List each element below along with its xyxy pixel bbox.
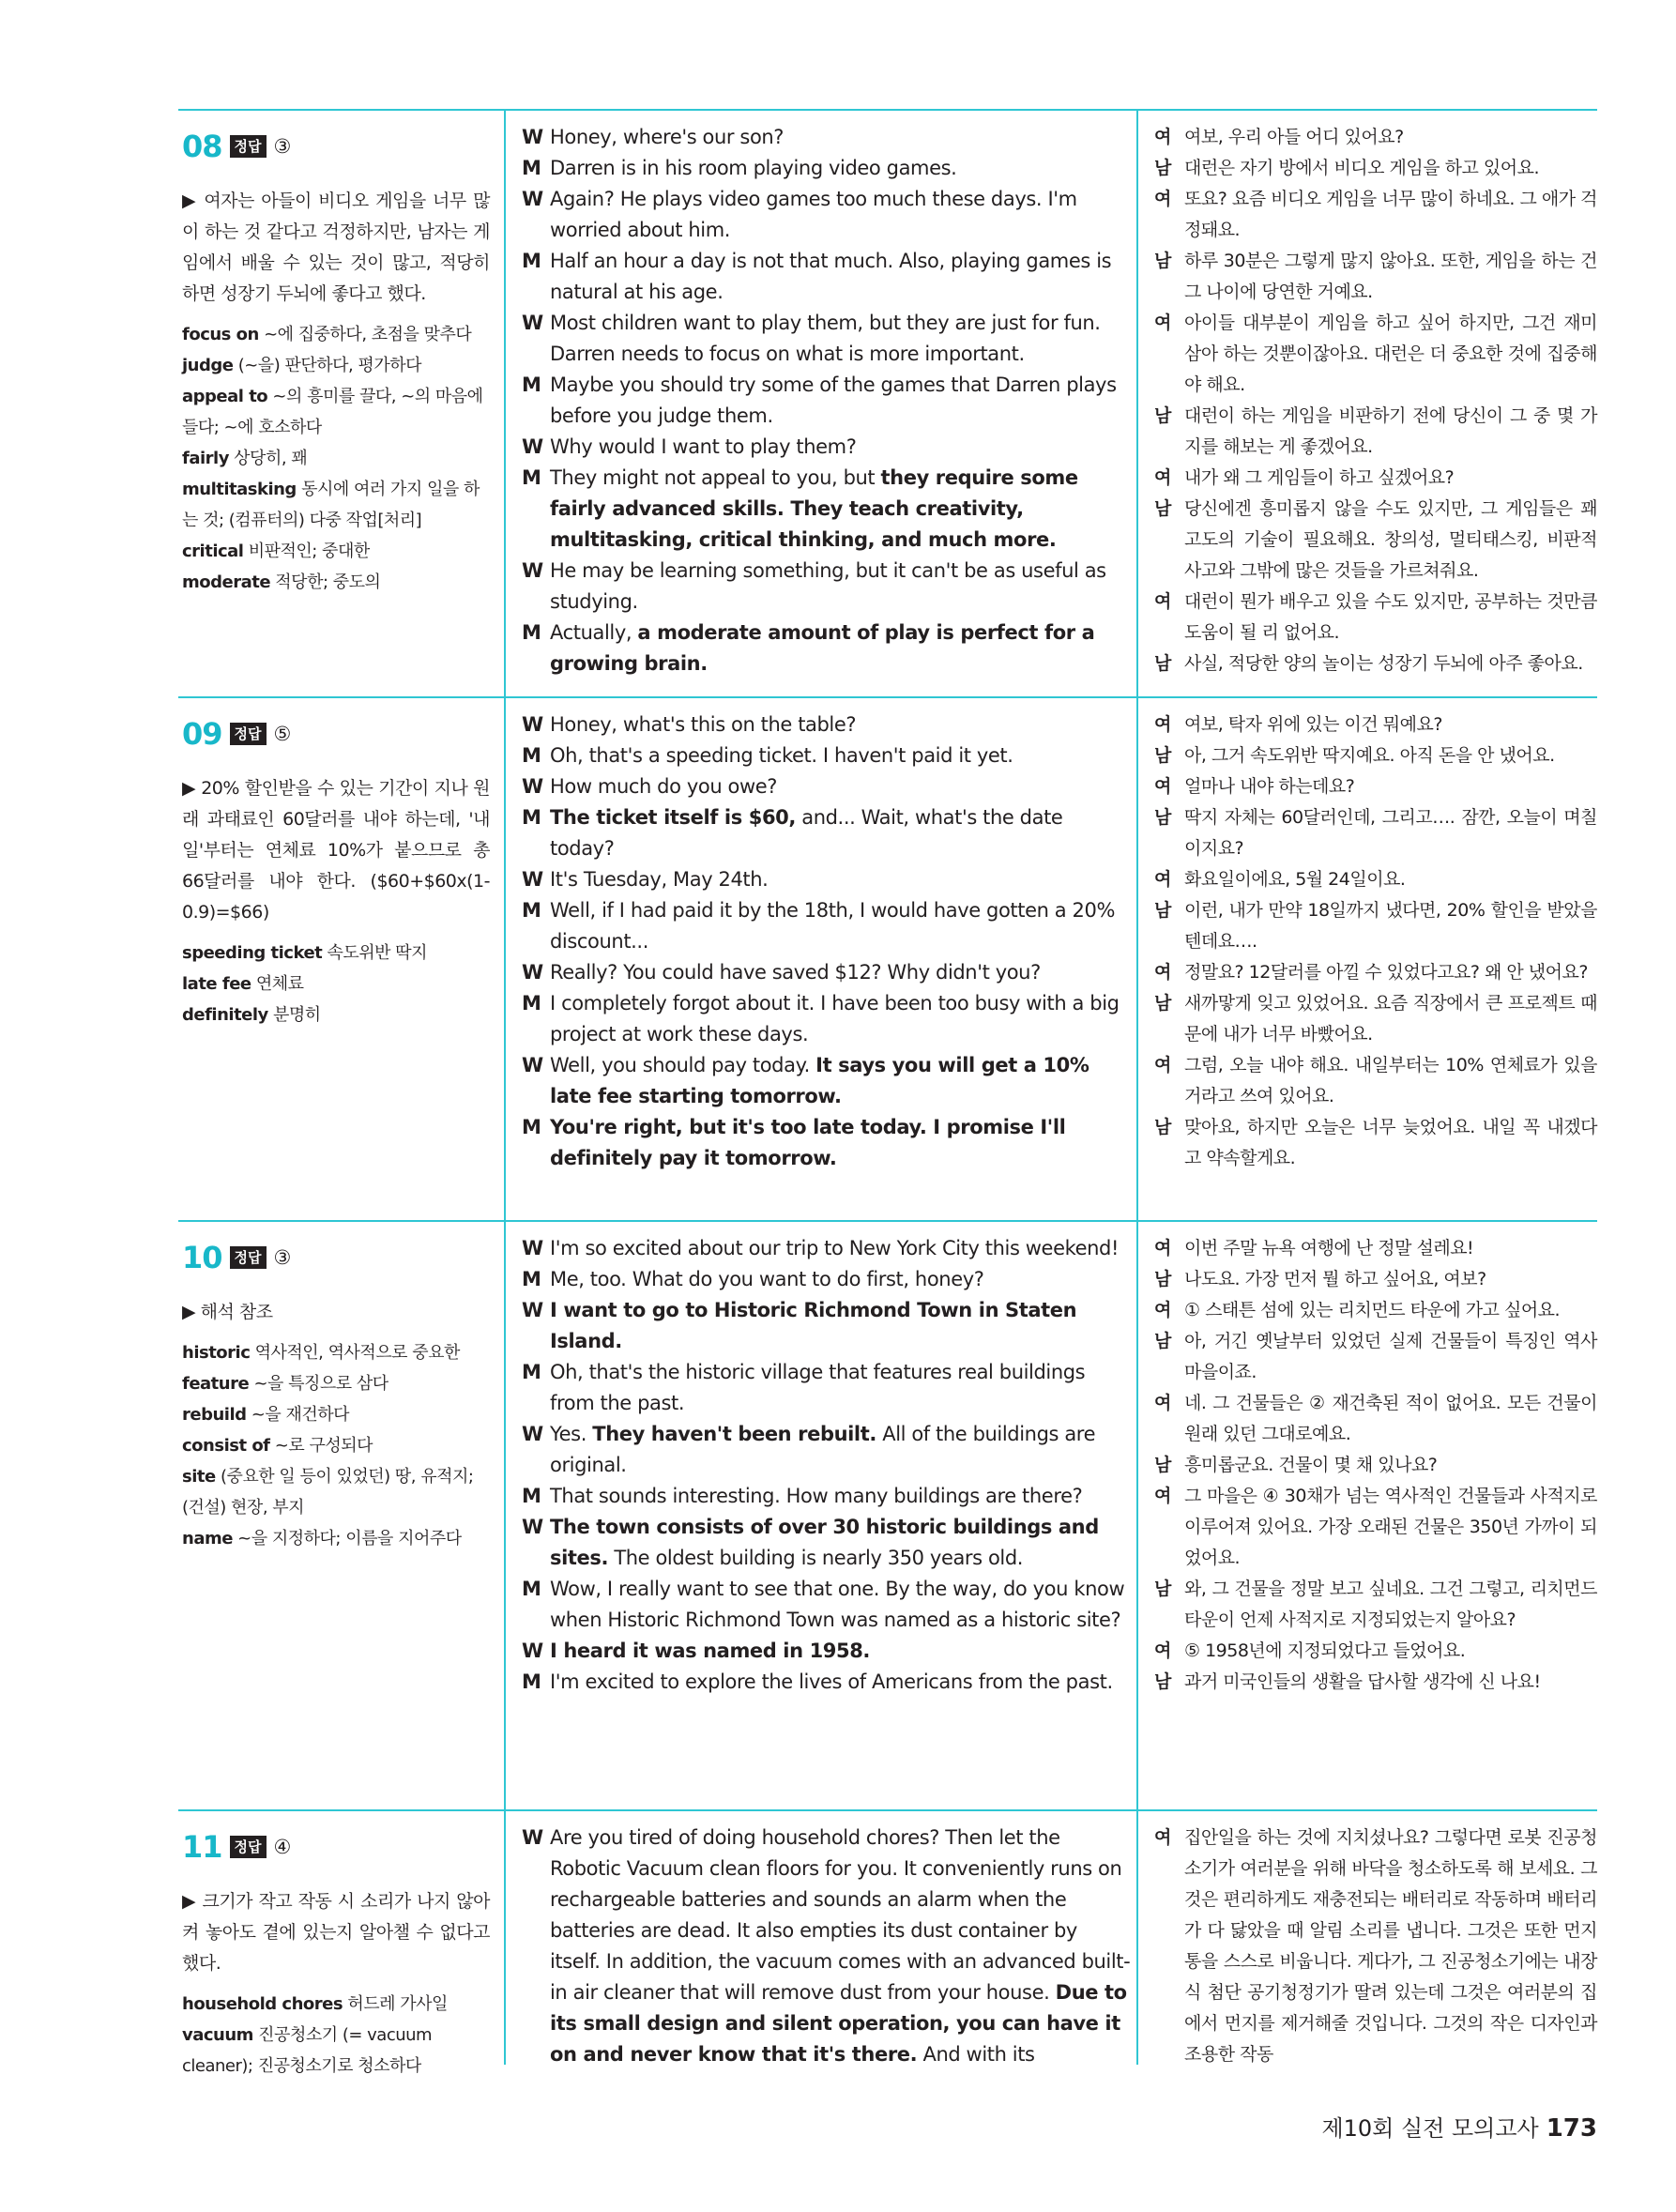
vocab-term: consist of xyxy=(182,1436,270,1456)
translation-text: 여보, 탁자 위에 있는 이건 뭐예요? xyxy=(1184,714,1442,735)
speaker-label: 남 xyxy=(1154,1579,1171,1599)
line-text: Are you tired of doing household chores? Then let the Robotic Vacuum clean floors for you. It conveniently runs on rechargeable batteries and sounds an alarm when the batteries are dead. It also empties its dust container by itself. In addition, the vacuum comes with an advanced built-in air cleaner that will remove dust from your house. xyxy=(550,1826,1131,2004)
translation-line xyxy=(1154,1574,1597,1636)
question-08 xyxy=(178,116,1597,691)
line-text-bold: You're right, but it's too late today. I promise I'll definitely pay it tomorrow. xyxy=(550,1116,1066,1169)
page-footer xyxy=(1321,2110,1597,2143)
speaker-label: 여 xyxy=(1154,313,1171,333)
answer-label: 정답 xyxy=(230,135,267,158)
script-line xyxy=(522,988,1132,1050)
translation-line xyxy=(1154,988,1597,1050)
translation-line xyxy=(1154,740,1597,771)
vocab-item xyxy=(182,350,490,381)
speaker-label: M xyxy=(522,806,541,829)
script-line xyxy=(522,1050,1132,1112)
vocab-term: definitely xyxy=(182,1005,268,1025)
speaker-label: 여 xyxy=(1154,467,1171,488)
vocab-definition: 연체료 xyxy=(255,974,304,994)
korean-translation xyxy=(1154,709,1597,1174)
question-header xyxy=(182,711,490,756)
translation-text: 또요? 요즘 비디오 게임을 너무 많이 하네요. 그 애가 걱정돼요. xyxy=(1184,189,1597,240)
korean-translation xyxy=(1154,1233,1597,1698)
translation-line xyxy=(1154,122,1597,153)
script-line xyxy=(522,1295,1132,1357)
question-header xyxy=(182,124,490,169)
answer-choice: ⑤ xyxy=(273,723,292,745)
speaker-label: 남 xyxy=(1154,498,1171,519)
translation-text: 딱지 자체는 60달러인데, 그리고…. 잠깐, 오늘이 며칠이지요? xyxy=(1184,807,1597,859)
footer-title: 제10회 실전 모의고사 xyxy=(1321,2115,1539,2142)
vocab-definition: 비판적인; 중대한 xyxy=(248,542,370,561)
line-text: It's Tuesday, May 24th. xyxy=(550,868,769,891)
vocab-term: appeal to xyxy=(182,387,268,406)
line-text-bold: The ticket itself is $60, xyxy=(550,806,796,829)
english-script xyxy=(522,1233,1132,1698)
line-text: Oh, that's the historic village that features real buildings from the past. xyxy=(550,1361,1086,1414)
line-text: Wow, I really want to see that one. By the way, do you know when Historic Richmond Town was named as a historic site? xyxy=(550,1578,1125,1631)
script-line xyxy=(522,308,1132,370)
speaker-label: 여 xyxy=(1154,962,1171,983)
speaker-label: 남 xyxy=(1154,405,1171,426)
translation-text: 아이들 대부분이 게임을 하고 싶어 하지만, 그건 재미 삼아 하는 것뿐이잖아요. 대런은 더 중요한 것에 집중해야 해요. xyxy=(1184,313,1597,395)
speaker-label: 여 xyxy=(1154,189,1171,209)
question-10 xyxy=(178,1228,1597,1804)
answer-label: 정답 xyxy=(230,1836,267,1858)
translation-text: 새까맣게 잊고 있었어요. 요즘 직장에서 큰 프로젝트 때문에 내가 너무 바빴어요. xyxy=(1184,993,1597,1045)
line-text-bold: The town consists of over 30 historic buildings and sites. xyxy=(550,1516,1099,1569)
translation-text: 네. 그 건물들은 ② 재건축된 적이 없어요. 모든 건물이 원래 있던 그대로예요. xyxy=(1184,1393,1597,1444)
korean-translation xyxy=(1154,122,1597,679)
speaker-label: 남 xyxy=(1154,900,1171,921)
translation-text: ① 스태튼 섬에 있는 리치먼드 타운에 가고 싶어요. xyxy=(1184,1300,1561,1320)
translation-line xyxy=(1154,246,1597,308)
line-text: Well, if I had paid it by the 18th, I would have gotten a 20% discount... xyxy=(550,899,1116,953)
speaker-label: M xyxy=(522,621,541,644)
line-text-bold: They haven't been rebuilt. xyxy=(592,1423,876,1445)
script-line xyxy=(522,153,1132,184)
translation-line xyxy=(1154,153,1597,184)
vocab-term: rebuild xyxy=(182,1405,247,1425)
line-text: Half an hour a day is not that much. Also, playing games is natural at his age. xyxy=(550,250,1112,303)
speaker-label: M xyxy=(522,466,541,489)
translation-line xyxy=(1154,1264,1597,1295)
explanation-text: ▶ 여자는 아들이 비디오 게임을 너무 많이 하는 것 같다고 걱정하지만, 남자는 게임에서 배울 수 있는 것이 많고, 적당히 하면 성장기 두뇌에 좋다고 했다. xyxy=(182,191,490,304)
speaker-label: M xyxy=(522,1578,541,1600)
speaker-label: 여 xyxy=(1154,1393,1171,1413)
vocab-term: household chores xyxy=(182,1994,343,2014)
vocab-item xyxy=(182,938,490,969)
question-number: 11 xyxy=(182,1829,222,1865)
line-text: He may be learning something, but it can't be as useful as studying. xyxy=(550,559,1106,613)
line-text: and... Wait, what's the date today? xyxy=(550,806,1063,860)
line-text: I'm so excited about our trip to New York City this weekend! xyxy=(550,1237,1119,1259)
vocab-item xyxy=(182,1368,490,1399)
vocab-item xyxy=(182,567,490,598)
translation-text: 이번 주말 뉴욕 여행에 난 정말 설레요! xyxy=(1184,1238,1474,1259)
line-text-bold: It says you will get a 10% late fee starting tomorrow. xyxy=(550,1054,1089,1107)
script-line xyxy=(522,1264,1132,1295)
translation-text: 사실, 적당한 양의 놀이는 성장기 두뇌에 아주 좋아요. xyxy=(1184,653,1583,674)
translation-line xyxy=(1154,463,1597,494)
explanation-text: ▶ 20% 할인받을 수 있는 기간이 지나 원래 과태료인 60달러를 내야 하는데, '내일'부터는 연체료 10%가 붙으므로 총 66달러를 내야 한다. ($60+$60x(1-0.9)=$66) xyxy=(182,778,490,923)
script-line xyxy=(522,432,1132,463)
script-line xyxy=(522,122,1132,153)
vocab-term: speeding ticket xyxy=(182,943,323,963)
translation-line xyxy=(1154,895,1597,957)
line-text: Me, too. What do you want to do first, honey? xyxy=(550,1268,984,1290)
translation-line xyxy=(1154,494,1597,587)
vocab-definition: 적당한; 중도의 xyxy=(275,572,381,592)
speaker-label: 여 xyxy=(1154,1827,1171,1848)
script-line xyxy=(522,802,1132,864)
question-11 xyxy=(178,1817,1597,2076)
script-line xyxy=(522,1574,1132,1636)
line-text: How much do you owe? xyxy=(550,775,777,798)
vocab-definition: 허드레 가사일 xyxy=(347,1994,448,2014)
translation-line xyxy=(1154,957,1597,988)
line-text: Honey, what's this on the table? xyxy=(550,713,857,736)
translation-line xyxy=(1154,1450,1597,1481)
script-line xyxy=(522,246,1132,308)
speaker-label: M xyxy=(522,1361,541,1383)
speaker-label: 여 xyxy=(1154,776,1171,797)
translation-text: 하루 30분은 그렇게 많지 않아요. 또한, 게임을 하는 건 그 나이에 당연한 거예요. xyxy=(1184,251,1597,302)
speaker-label: W xyxy=(522,775,543,798)
translation-line xyxy=(1154,864,1597,895)
vocab-term: late fee xyxy=(182,974,251,994)
script-line xyxy=(522,1112,1132,1174)
vocab-item xyxy=(182,999,490,1030)
translation-text: 집안일을 하는 것에 지치셨나요? 그렇다면 로봇 진공청소기가 여러분을 위해 바닥을 청소하도록 해 보세요. 그것은 편리하게도 재충전되는 배터리로 작동하며 배터리가 다 닳았을 때 알림 소리를 냅니다. 그것은 또한 먼지 통을 스스로 비웁니다. 게다가, 그 진공청소기에는 내장 식 첨단 공기청정기가 딸려 있는데 그것은 여러분의 집에서 먼지를 제거해줄 것입니다. 그것의 작은 디자인과 조용한 작동 xyxy=(1184,1827,1597,2065)
speaker-label: M xyxy=(522,374,541,396)
translation-text: 대런이 뭔가 배우고 있을 수도 있지만, 공부하는 것만큼 도움이 될 리 없어요. xyxy=(1184,591,1597,643)
speaker-label: 여 xyxy=(1154,1300,1171,1320)
speaker-label: 여 xyxy=(1154,1640,1171,1661)
vocab-item xyxy=(182,1337,490,1368)
vocab-item xyxy=(182,1523,490,1554)
explanation-column xyxy=(182,1228,490,1554)
script-line xyxy=(522,618,1132,679)
translation-text: 흥미롭군요. 건물이 몇 채 있나요? xyxy=(1184,1455,1438,1475)
divider-top xyxy=(178,109,1597,111)
english-script xyxy=(522,122,1132,679)
script-line xyxy=(522,1481,1132,1512)
translation-text: 그 마을은 ④ 30채가 넘는 역사적인 건물들과 사적지로 이루어져 있어요. 가장 오래된 건물은 350년 가까이 되었어요. xyxy=(1184,1486,1597,1568)
line-text: The oldest building is nearly 350 years old. xyxy=(608,1547,1024,1569)
explanation-text: ▶ 크기가 작고 작동 시 소리가 나지 않아 켜 놓아도 곁에 있는지 알아챌 수 없다고 했다. xyxy=(182,1891,490,1974)
line-text: Maybe you should try some of the games that Darren plays before you judge them. xyxy=(550,374,1117,427)
vocab-definition: 속도위반 딱지 xyxy=(327,943,428,963)
vocab-item xyxy=(182,381,490,443)
vocab-item xyxy=(182,1989,490,2020)
english-script xyxy=(522,709,1132,1174)
speaker-label: 남 xyxy=(1154,1331,1171,1351)
script-line xyxy=(522,740,1132,771)
speaker-label: W xyxy=(522,126,543,148)
question-header xyxy=(182,1824,490,1869)
translation-line xyxy=(1154,709,1597,740)
translation-text: 얼마나 내야 하는데요? xyxy=(1184,776,1355,797)
question-number: 09 xyxy=(182,716,222,752)
script-line xyxy=(522,771,1132,802)
vocab-term: feature xyxy=(182,1374,250,1394)
translation-line xyxy=(1154,587,1597,648)
translation-text: 대런이 하는 게임을 비판하기 전에 당신이 그 중 몇 가지를 해보는 게 좋겠어요. xyxy=(1184,405,1597,457)
translation-line xyxy=(1154,1388,1597,1450)
translation-text: 과거 미국인들의 생활을 답사할 생각에 신 나요! xyxy=(1184,1671,1541,1692)
speaker-label: M xyxy=(522,1485,541,1507)
line-text: Actually, xyxy=(550,621,638,644)
speaker-label: 여 xyxy=(1154,1486,1171,1506)
translation-text: 화요일이에요, 5월 24일이요. xyxy=(1184,869,1406,890)
answer-choice: ④ xyxy=(273,1836,292,1858)
script-line xyxy=(522,370,1132,432)
speaker-label: W xyxy=(522,188,543,210)
script-line xyxy=(522,957,1132,988)
script-line xyxy=(522,1512,1132,1574)
speaker-label: M xyxy=(522,1268,541,1290)
speaker-label: M xyxy=(522,157,541,179)
speaker-label: 여 xyxy=(1154,127,1171,147)
speaker-label: 여 xyxy=(1154,591,1171,612)
line-text: Really? You could have saved $12? Why didn't you? xyxy=(550,961,1041,984)
vocab-item xyxy=(182,474,490,536)
translation-text: 맞아요, 하지만 오늘은 너무 늦었어요. 내일 꼭 내겠다고 약속할게요. xyxy=(1184,1117,1597,1168)
speaker-label: M xyxy=(522,992,541,1014)
vocab-definition: 진공청소기 (= vacuum cleaner); 진공청소기로 청소하다 xyxy=(182,2025,433,2076)
explanation-column xyxy=(182,704,490,1030)
korean-translation xyxy=(1154,1823,1597,2070)
vocab-item xyxy=(182,443,490,474)
line-text: I'm excited to explore the lives of Americans from the past. xyxy=(550,1670,1113,1693)
line-text: Most children want to play them, but they are just for fun. Darren needs to focus on what is more important. xyxy=(550,312,1101,365)
english-script xyxy=(522,1823,1132,2070)
divider-09-10 xyxy=(178,1220,1597,1222)
speaker-label: 남 xyxy=(1154,1117,1171,1137)
line-text: Yes. xyxy=(550,1423,593,1445)
translation-text: 정말요? 12달러를 아낄 수 있었다고요? 왜 안 냈어요? xyxy=(1184,962,1588,983)
script-line xyxy=(522,463,1132,556)
translation-text: 아, 그거 속도위반 딱지예요. 아직 돈을 안 냈어요. xyxy=(1184,745,1555,766)
translation-text: 대런은 자기 방에서 비디오 게임을 하고 있어요. xyxy=(1184,158,1540,178)
vocab-item xyxy=(182,1399,490,1430)
vocab-term: fairly xyxy=(182,449,229,468)
speaker-label: M xyxy=(522,250,541,272)
script-line xyxy=(522,1357,1132,1419)
line-text: I completely forgot about it. I have been too busy with a big project at work these days. xyxy=(550,992,1120,1045)
vocab-term: focus on xyxy=(182,325,259,344)
translation-text: 와, 그 건물을 정말 보고 싶네요. 그건 그렇고, 리치먼드 타운이 언제 사적지로 지정되었는지 알아요? xyxy=(1184,1579,1597,1630)
speaker-label: M xyxy=(522,1116,541,1138)
question-header xyxy=(182,1235,490,1280)
speaker-label: W xyxy=(522,1299,543,1321)
speaker-label: 남 xyxy=(1154,653,1171,674)
speaker-label: 여 xyxy=(1154,714,1171,735)
translation-text: 그럼, 오늘 내야 해요. 내일부터는 10% 연체료가 있을 거라고 쓰여 있어요. xyxy=(1184,1055,1597,1106)
script-line xyxy=(522,1419,1132,1481)
vocab-definition: (중요한 일 등이 있었던) 땅, 유적지; (건설) 현장, 부지 xyxy=(182,1467,474,1518)
speaker-label: 남 xyxy=(1154,1671,1171,1692)
explanation-column xyxy=(182,116,490,598)
translation-line xyxy=(1154,771,1597,802)
script-line xyxy=(522,1233,1132,1264)
script-line xyxy=(522,895,1132,957)
vocab-term: historic xyxy=(182,1343,251,1363)
speaker-label: 여 xyxy=(1154,869,1171,890)
vocab-definition: ~을 특징으로 삼다 xyxy=(253,1374,389,1394)
line-text-bold: Due to its small design and silent operation, you can have it on and never know that it's there. xyxy=(550,1981,1127,2066)
translation-text: 내가 왜 그 게임들이 하고 싶겠어요? xyxy=(1184,467,1455,488)
speaker-label: W xyxy=(522,435,543,458)
vocab-definition: ~을 지정하다; 이름을 지어주다 xyxy=(237,1529,462,1548)
vocab-definition: 동시에 여러 가지 일을 하는 것; (컴퓨터의) 다중 작업[처리] xyxy=(182,480,480,530)
script-line xyxy=(522,709,1132,740)
speaker-label: W xyxy=(522,1640,543,1662)
line-text: Oh, that's a speeding ticket. I haven't paid it yet. xyxy=(550,744,1013,767)
speaker-label: 남 xyxy=(1154,807,1171,828)
line-text: Darren is in his room playing video games. xyxy=(550,157,957,179)
line-text: Again? He plays video games too much these days. I'm worried about him. xyxy=(550,188,1077,241)
speaker-label: 여 xyxy=(1154,1055,1171,1075)
vocab-definition: ~을 재건하다 xyxy=(251,1405,349,1425)
vocab-term: moderate xyxy=(182,572,271,592)
translation-line xyxy=(1154,184,1597,246)
speaker-label: 남 xyxy=(1154,1455,1171,1475)
vocab-term: site xyxy=(182,1467,216,1487)
vocab-term: multitasking xyxy=(182,480,297,499)
speaker-label: 남 xyxy=(1154,745,1171,766)
line-text: And with its xyxy=(917,2043,1035,2066)
script-line xyxy=(522,1823,1132,2070)
translation-line xyxy=(1154,648,1597,679)
translation-line xyxy=(1154,1050,1597,1112)
speaker-label: 여 xyxy=(1154,1238,1171,1259)
explanation-column xyxy=(182,1817,490,2082)
script-line xyxy=(522,1667,1132,1698)
translation-line xyxy=(1154,1295,1597,1326)
translation-text: 나도요. 가장 먼저 뭘 하고 싶어요, 여보? xyxy=(1184,1269,1486,1289)
translation-text: 당신에겐 흥미롭지 않을 수도 있지만, 그 게임들은 꽤 고도의 기술이 필요해요. 창의성, 멀티태스킹, 비판적 사고와 그밖에 많은 것들을 가르쳐줘요. xyxy=(1184,498,1597,581)
speaker-label: 남 xyxy=(1154,251,1171,271)
translation-line xyxy=(1154,401,1597,463)
line-text-bold: I heard it was named in 1958. xyxy=(550,1640,870,1662)
speaker-label: W xyxy=(522,713,543,736)
line-text: That sounds interesting. How many buildings are there? xyxy=(550,1485,1083,1507)
speaker-label: W xyxy=(522,1826,543,1849)
speaker-label: W xyxy=(522,961,543,984)
speaker-label: 남 xyxy=(1154,993,1171,1014)
vocab-term: judge xyxy=(182,356,234,375)
question-number: 08 xyxy=(182,129,222,164)
vocab-item xyxy=(182,319,490,350)
vocab-definition: ~에 집중하다, 초점을 맞추다 xyxy=(264,325,472,344)
vocab-definition: ~로 구성되다 xyxy=(274,1436,373,1456)
translation-line xyxy=(1154,1233,1597,1264)
script-line xyxy=(522,864,1132,895)
script-line xyxy=(522,556,1132,618)
vocab-definition: ~의 흥미를 끌다, ~의 마음에 들다; ~에 호소하다 xyxy=(182,387,483,437)
vocab-item xyxy=(182,1430,490,1461)
answer-label: 정답 xyxy=(230,1246,267,1269)
vocab-item xyxy=(182,1461,490,1523)
speaker-label: 남 xyxy=(1154,158,1171,178)
vocab-term: critical xyxy=(182,542,244,561)
vocab-term: name xyxy=(182,1529,233,1548)
divider-08-09 xyxy=(178,696,1597,698)
speaker-label: W xyxy=(522,868,543,891)
speaker-label: W xyxy=(522,1054,543,1076)
question-09 xyxy=(178,704,1597,1214)
translation-line xyxy=(1154,1667,1597,1698)
vocab-definition: 분명히 xyxy=(273,1005,321,1025)
answer-choice: ③ xyxy=(273,1246,292,1269)
speaker-label: W xyxy=(522,312,543,334)
vocab-definition: 상당히, 꽤 xyxy=(234,449,308,468)
line-text: Well, you should pay today. xyxy=(550,1054,816,1076)
question-number: 10 xyxy=(182,1240,222,1275)
answer-choice: ③ xyxy=(273,135,292,158)
vocab-item xyxy=(182,2020,490,2082)
translation-text: 여보, 우리 아들 어디 있어요? xyxy=(1184,127,1404,147)
speaker-label: W xyxy=(522,1423,543,1445)
explanation-text: ▶ 해석 참조 xyxy=(182,1302,273,1322)
line-text: Why would I want to play them? xyxy=(550,435,857,458)
speaker-label: W xyxy=(522,1516,543,1538)
vocab-term: vacuum xyxy=(182,2025,253,2045)
script-line xyxy=(522,1636,1132,1667)
translation-text: 이런, 내가 만약 18일까지 냈다면, 20% 할인을 받았을 텐데요…. xyxy=(1184,900,1597,952)
vocab-item xyxy=(182,969,490,999)
line-text-bold: they require some fairly advanced skills. They teach creativity, multitasking, critical thinking, and much more. xyxy=(550,466,1078,551)
line-text-bold: I want to go to Historic Richmond Town in Staten Island. xyxy=(550,1299,1077,1352)
speaker-label: M xyxy=(522,899,541,922)
translation-text: ⑤ 1958년에 지정되었다고 들었어요. xyxy=(1184,1640,1466,1661)
vocab-item xyxy=(182,536,490,567)
translation-line xyxy=(1154,1636,1597,1667)
translation-line xyxy=(1154,1823,1597,2070)
translation-line xyxy=(1154,802,1597,864)
translation-line xyxy=(1154,1112,1597,1174)
translation-line xyxy=(1154,1481,1597,1574)
divider-10-11 xyxy=(178,1809,1597,1811)
page-number: 173 xyxy=(1546,2114,1597,2143)
line-text: They might not appeal to you, but xyxy=(550,466,881,489)
speaker-label: W xyxy=(522,1237,543,1259)
speaker-label: 남 xyxy=(1154,1269,1171,1289)
translation-text: 아, 거긴 옛날부터 있었던 실제 건물들이 특징인 역사 마을이죠. xyxy=(1184,1331,1597,1382)
speaker-label: W xyxy=(522,559,543,582)
translation-line xyxy=(1154,308,1597,401)
line-text-bold: a moderate amount of play is perfect for a growing brain. xyxy=(550,621,1095,675)
translation-line xyxy=(1154,1326,1597,1388)
line-text: Honey, where's our son? xyxy=(550,126,785,148)
vocab-definition: (~을) 판단하다, 평가하다 xyxy=(237,356,421,375)
speaker-label: M xyxy=(522,1670,541,1693)
script-line xyxy=(522,184,1132,246)
speaker-label: M xyxy=(522,744,541,767)
line-text: All of the buildings are original. xyxy=(550,1423,1096,1476)
vocab-definition: 역사적인, 역사적으로 중요한 xyxy=(254,1343,460,1363)
answer-label: 정답 xyxy=(230,723,267,745)
